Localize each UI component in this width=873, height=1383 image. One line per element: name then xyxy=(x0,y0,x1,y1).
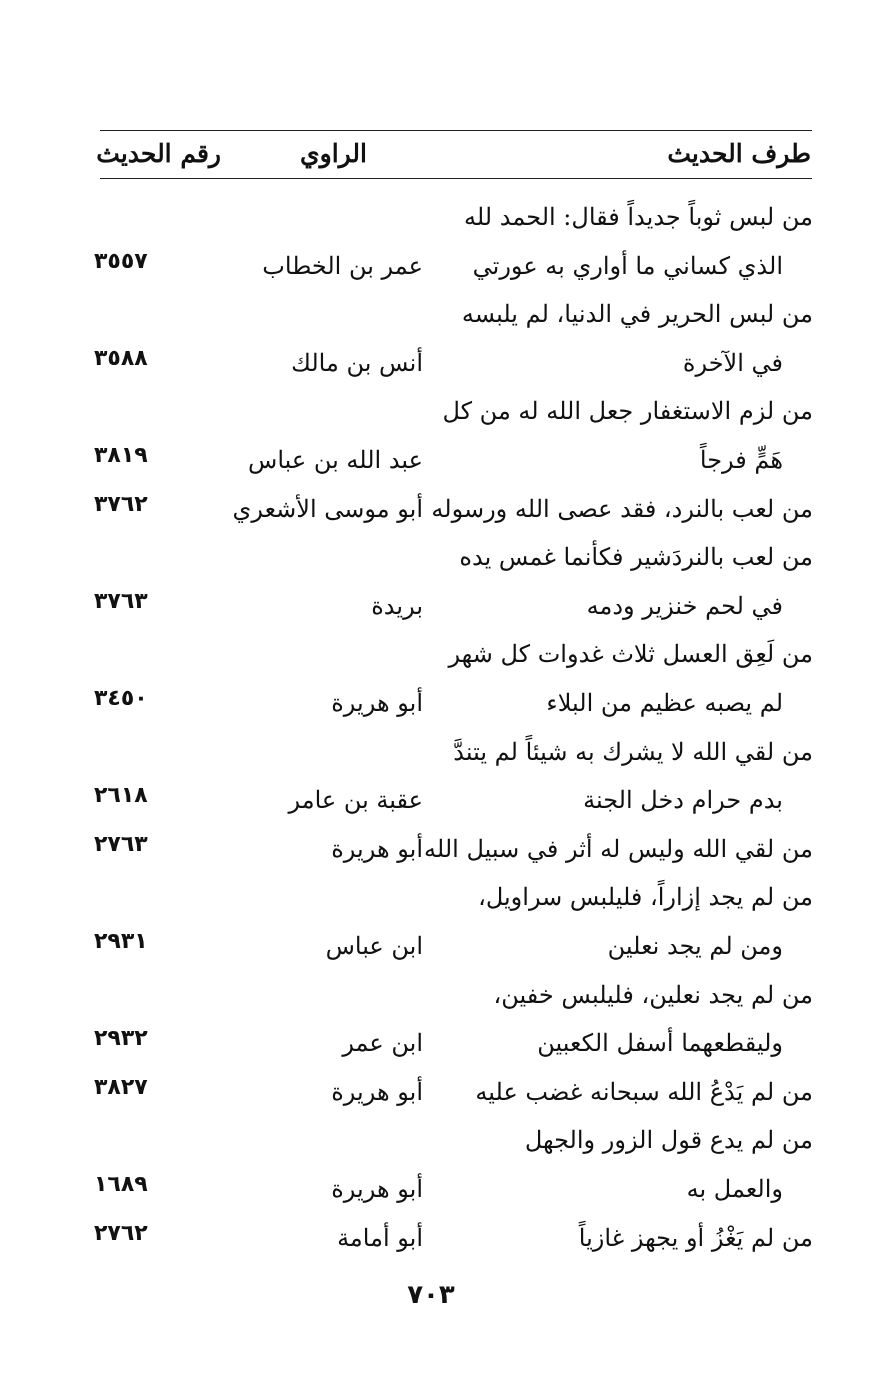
narrator-name: ابن عمر xyxy=(342,1029,423,1058)
header-number-label: رقم الحديث xyxy=(96,139,221,168)
hadith-text-continuation: والعمل به xyxy=(686,1175,783,1203)
hadith-number: ٣٧٦٢ xyxy=(94,491,148,517)
hadith-text-line: من لم يجد نعلين، فليلبس خفين، xyxy=(493,980,813,1009)
hadith-number: ٢٧٦٢ xyxy=(94,1220,148,1246)
header-hadith-label: طرف الحديث xyxy=(667,139,811,168)
hadith-text-continuation: لم يصبه عظيم من البلاء xyxy=(546,689,783,717)
hadith-text-line: من لعب بالنرد، فقد عصى الله ورسوله xyxy=(431,494,813,523)
hadith-text-line: من لقي الله وليس له أثر في سبيل الله xyxy=(424,834,813,863)
hadith-text-line: من لبس ثوباً جديداً فقال: الحمد لله xyxy=(463,203,813,231)
hadith-text-line: من لم يجد إزاراً، فليلبس سراويل، xyxy=(478,883,813,912)
hadith-number: ٣٥٨٨ xyxy=(94,345,148,371)
hadith-number: ٣٨٢٧ xyxy=(94,1074,148,1100)
hadith-number: ٢٧٦٣ xyxy=(94,831,148,857)
narrator-name: أنس بن مالك xyxy=(291,348,423,377)
header-top-rule xyxy=(100,130,812,131)
narrator-name: أبو هريرة xyxy=(331,834,423,863)
hadith-number: ٢٩٣٢ xyxy=(94,1026,148,1052)
narrator-name: عبد الله بن عباس xyxy=(248,446,423,474)
hadith-text-continuation: هَمٍّ فرجاً xyxy=(699,446,783,474)
narrator-name: بريدة xyxy=(371,591,423,620)
header-bottom-rule xyxy=(100,178,812,179)
hadith-number: ٣٥٥٧ xyxy=(94,248,148,274)
hadith-text-continuation: في الآخرة xyxy=(682,348,783,377)
hadith-text-continuation: الذي كساني ما أواري به عورتي xyxy=(472,251,783,280)
hadith-text-line: من لَعِق العسل ثلاث غدوات كل شهر xyxy=(448,640,813,669)
narrator-name: أبو هريرة xyxy=(331,1175,423,1203)
narrator-name: أبو أمامة xyxy=(337,1223,423,1252)
hadith-text-continuation: وليقطعهما أسفل الكعبين xyxy=(537,1029,783,1058)
narrator-name: أبو هريرة xyxy=(331,689,423,717)
hadith-text-line: من لقي الله لا يشرك به شيئاً لم يتندَّ xyxy=(453,737,813,766)
hadith-text-line: من لم يَغْزُ أو يجهز غازياً xyxy=(578,1223,813,1252)
narrator-name: أبو هريرة xyxy=(331,1077,423,1106)
page-number: ٧٠٣ xyxy=(407,1280,455,1310)
narrator-name: عقبة بن عامر xyxy=(288,786,423,815)
hadith-text-line: من لعب بالنردَشير فكأنما غمس يده xyxy=(459,543,813,572)
header-narrator-label: الراوي xyxy=(300,139,367,168)
hadith-number: ٣٤٥٠ xyxy=(94,686,148,711)
hadith-number: ٢٦١٨ xyxy=(94,783,148,809)
hadith-text-line: من لم يَدْعُ الله سبحانه غضب عليه xyxy=(475,1077,813,1106)
hadith-text-line: من لم يدع قول الزور والجهل xyxy=(524,1126,813,1155)
narrator-name: عمر بن الخطاب xyxy=(262,251,423,280)
hadith-number: ٣٨١٩ xyxy=(94,443,148,468)
hadith-text-continuation: بدم حرام دخل الجنة xyxy=(583,786,783,815)
hadith-number: ٣٧٦٣ xyxy=(94,588,148,614)
hadith-text-line: من لبس الحرير في الدنيا، لم يلبسه xyxy=(461,300,813,329)
hadith-number: ١٦٨٩ xyxy=(94,1172,148,1197)
hadith-number: ٢٩٣١ xyxy=(94,929,148,954)
hadith-text-line: من لزم الاستغفار جعل الله له من كل xyxy=(442,397,813,426)
narrator-name: أبو موسى الأشعري xyxy=(232,494,423,523)
hadith-text-continuation: ومن لم يجد نعلين xyxy=(607,932,783,960)
narrator-name: ابن عباس xyxy=(325,932,423,960)
hadith-text-continuation: في لحم خنزير ودمه xyxy=(586,591,783,620)
